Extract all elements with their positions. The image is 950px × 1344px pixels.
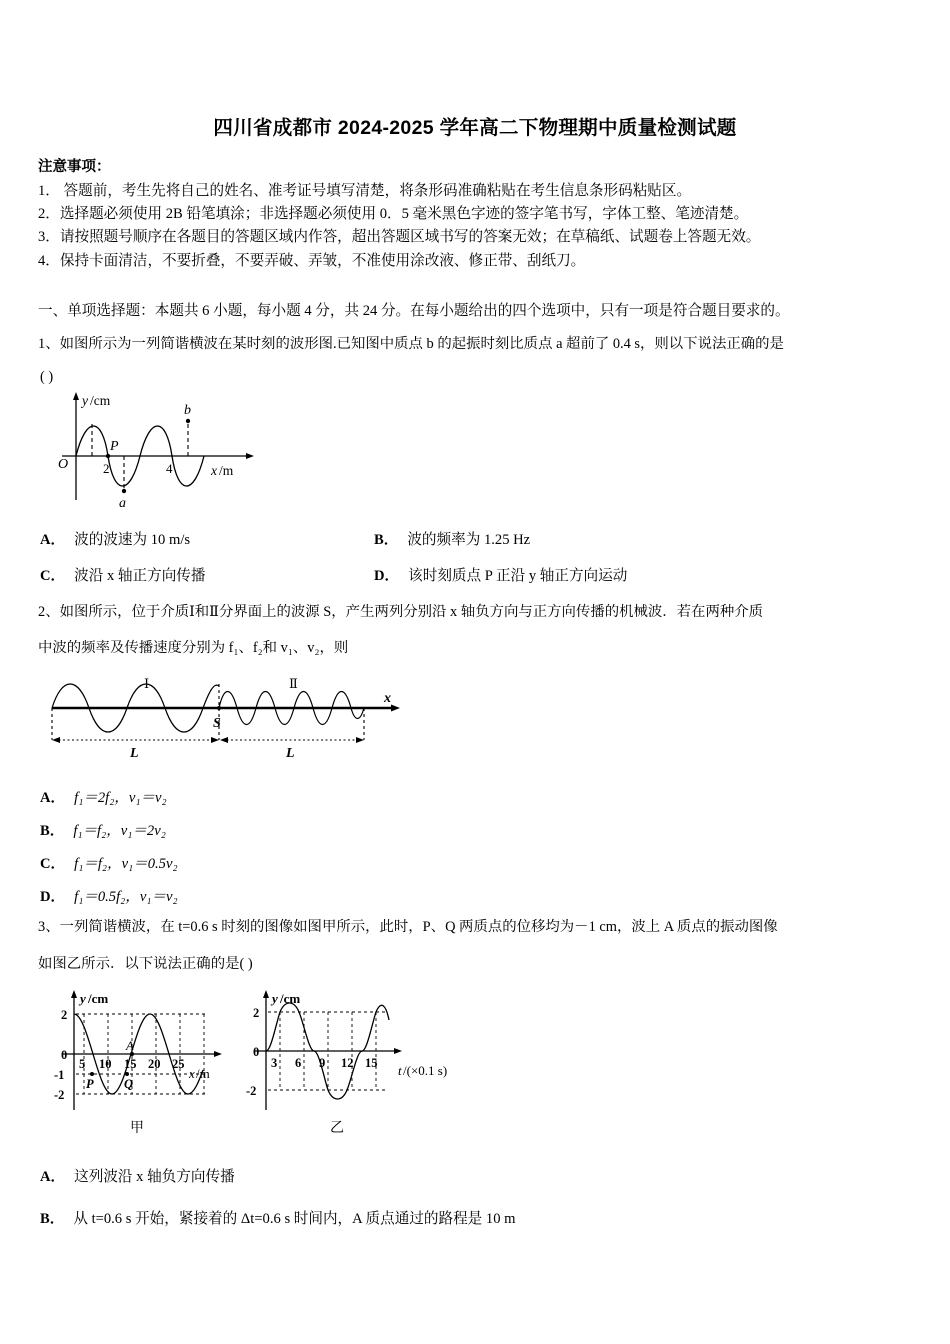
svg-text:y: y	[82, 393, 88, 408]
section-heading: 一、单项选择题：本题共 6 小题，每小题 4 分，共 24 分。在每小题给出的四个选项中，只有一项是符合题目要求的。	[38, 303, 790, 319]
option-d-label: D．	[40, 889, 66, 905]
question-1-option-c[interactable]	[40, 564, 206, 588]
figure-caption-jia: 甲	[130, 1119, 144, 1135]
svg-text:x: x	[189, 1066, 195, 1081]
svg-text:15: 15	[124, 1057, 137, 1071]
option-a-label: A．	[40, 790, 66, 806]
svg-text:0: 0	[61, 1048, 68, 1062]
figure-q1-waveform	[48, 388, 308, 513]
option-d-text: f₁＝0.5f₂，v₁＝v₂	[74, 889, 178, 905]
svg-text:5: 5	[79, 1057, 86, 1071]
notice-item-4: 4．保持卡面清洁，不要折叠，不要弄破、弄皱，不准使用涂改液、修正带、刮纸刀。	[38, 252, 586, 269]
svg-text:A: A	[126, 1039, 134, 1053]
svg-text:L: L	[130, 746, 139, 761]
svg-text:x: x	[384, 691, 391, 706]
option-b-label: B．	[40, 1211, 65, 1227]
question-1-stem: 1、如图所示为一列简谐横波在某时刻的波形图.已知图中质点 b 的起振时刻比质点 a 超前了 0.4 s，则以下说法正确的是	[38, 336, 784, 352]
svg-text:Q: Q	[124, 1077, 134, 1091]
svg-text:12: 12	[341, 1056, 354, 1070]
question-2-stem-line1: 2、如图所示，位于介质Ⅰ和Ⅱ分界面上的波源 S，产生两列分别沿 x 轴负方向与正方向传播的机械波．若在两种介质	[38, 604, 764, 620]
svg-text:S: S	[213, 716, 221, 731]
svg-text:4: 4	[166, 461, 173, 476]
svg-text:9: 9	[319, 1056, 326, 1070]
figure-caption-yi: 乙	[330, 1119, 344, 1135]
option-a-text: 这列波沿 x 轴负方向传播	[74, 1169, 235, 1185]
svg-text:y: y	[272, 991, 278, 1006]
figure-q3-yi	[238, 982, 468, 1122]
question-3-stem-line1: 3、一列简谐横波，在 t=0.6 s 时刻的图像如图甲所示，此时，P、Q 两质点的位移均为－1 cm，波上 A 质点的振动图像	[38, 919, 778, 935]
option-b-text: f₁＝f₂，v₁＝2v₂	[73, 823, 166, 839]
question-1-option-a[interactable]	[40, 528, 190, 552]
svg-text:2: 2	[103, 461, 110, 476]
svg-text:-2: -2	[54, 1088, 65, 1102]
option-a-label: A．	[40, 532, 66, 548]
question-2-option-d[interactable]	[40, 881, 460, 914]
question-2-option-a[interactable]	[40, 782, 460, 815]
svg-text:/m: /m	[219, 463, 234, 478]
svg-text:20: 20	[148, 1057, 161, 1071]
option-c-text: 波沿 x 轴正方向传播	[74, 568, 206, 584]
question-3-stem-line2: 如图乙所示．以下说法正确的是( )	[38, 956, 253, 972]
svg-text:2: 2	[253, 1006, 260, 1020]
question-1-option-b[interactable]	[374, 528, 530, 552]
svg-text:3: 3	[271, 1056, 278, 1070]
svg-text:L: L	[286, 746, 295, 761]
question-1-option-d[interactable]	[374, 564, 627, 588]
option-b-label: B．	[40, 823, 65, 839]
svg-text:10: 10	[99, 1057, 112, 1071]
question-1-answer-blank: ( )	[40, 369, 54, 385]
svg-text:/m: /m	[196, 1066, 210, 1081]
svg-text:P: P	[110, 439, 119, 454]
notice-item-1: 1． 答题前，考生先将自己的姓名、准考证号填写清楚，将条形码准确粘贴在考生信息条形码粘贴区。	[38, 183, 692, 199]
option-c-label: C．	[40, 856, 66, 872]
option-d-label: D．	[374, 568, 400, 584]
page-title: 四川省成都市 2024-2025 学年高二下物理期中质量检测试题	[213, 117, 737, 139]
option-a-text: f₁＝2f₂，v₁＝v₂	[74, 790, 167, 806]
notice-item-3: 3．请按照题号顺序在各题目的答题区域内作答，超出答题区域书写的答案无效；在草稿纸、试题卷上答题无效。	[38, 229, 761, 246]
svg-text:P: P	[86, 1077, 94, 1091]
svg-text:y: y	[80, 991, 86, 1006]
svg-text:/cm: /cm	[88, 991, 109, 1006]
svg-text:/cm: /cm	[280, 991, 301, 1006]
svg-text:-1: -1	[54, 1068, 65, 1082]
option-b-text: 波的频率为 1.25 Hz	[407, 532, 531, 548]
option-b-label: B．	[374, 532, 399, 548]
question-2-stem-line2: 中波的频率及传播速度分别为 f₁、f₂和 v₁、v₂，则	[38, 640, 349, 656]
option-a-label: A．	[40, 1169, 66, 1185]
option-d-text: 该时刻质点 P 正沿 y 轴正方向运动	[408, 568, 628, 584]
notice-block	[38, 156, 918, 273]
figure-q3-jia	[48, 982, 248, 1122]
question-3-option-b[interactable]	[40, 1207, 516, 1231]
svg-text:6: 6	[295, 1056, 302, 1070]
svg-text:0: 0	[253, 1045, 260, 1059]
notice-heading: 注意事项：	[38, 159, 111, 175]
option-b-text: 从 t=0.6 s 开始，紧接着的 Δt=0.6 s 时间内，A 质点通过的路程是 10 m	[73, 1211, 516, 1227]
svg-text:25: 25	[172, 1057, 185, 1071]
option-c-label: C．	[40, 568, 66, 584]
question-2-options	[40, 782, 460, 914]
svg-text:b: b	[184, 403, 191, 418]
svg-text:2: 2	[61, 1008, 68, 1022]
svg-text:t: t	[398, 1063, 402, 1078]
svg-text:15: 15	[365, 1056, 378, 1070]
svg-text:x: x	[211, 463, 217, 478]
svg-text:Ⅰ: Ⅰ	[144, 676, 150, 691]
svg-text:/cm: /cm	[90, 393, 111, 408]
question-2-option-b[interactable]	[40, 815, 460, 848]
svg-text:a: a	[119, 496, 126, 508]
question-2-option-c[interactable]	[40, 848, 460, 881]
question-3-option-a[interactable]	[40, 1165, 235, 1189]
svg-text:/(×0.1 s): /(×0.1 s)	[403, 1063, 448, 1078]
option-c-text: f₁＝f₂，v₁＝0.5v₂	[74, 856, 178, 872]
notice-item-2: 2．选择题必须使用 2B 铅笔填涂；非选择题必须使用 0．5 毫米黑色字迹的签字笔书写，字体工整、笔迹清楚。	[38, 206, 749, 223]
svg-text:-2: -2	[246, 1084, 257, 1098]
option-a-text: 波的波速为 10 m/s	[74, 532, 191, 548]
svg-text:O: O	[58, 457, 69, 472]
svg-text:Ⅱ: Ⅱ	[289, 676, 298, 691]
figure-q2-two-media	[44, 668, 434, 773]
